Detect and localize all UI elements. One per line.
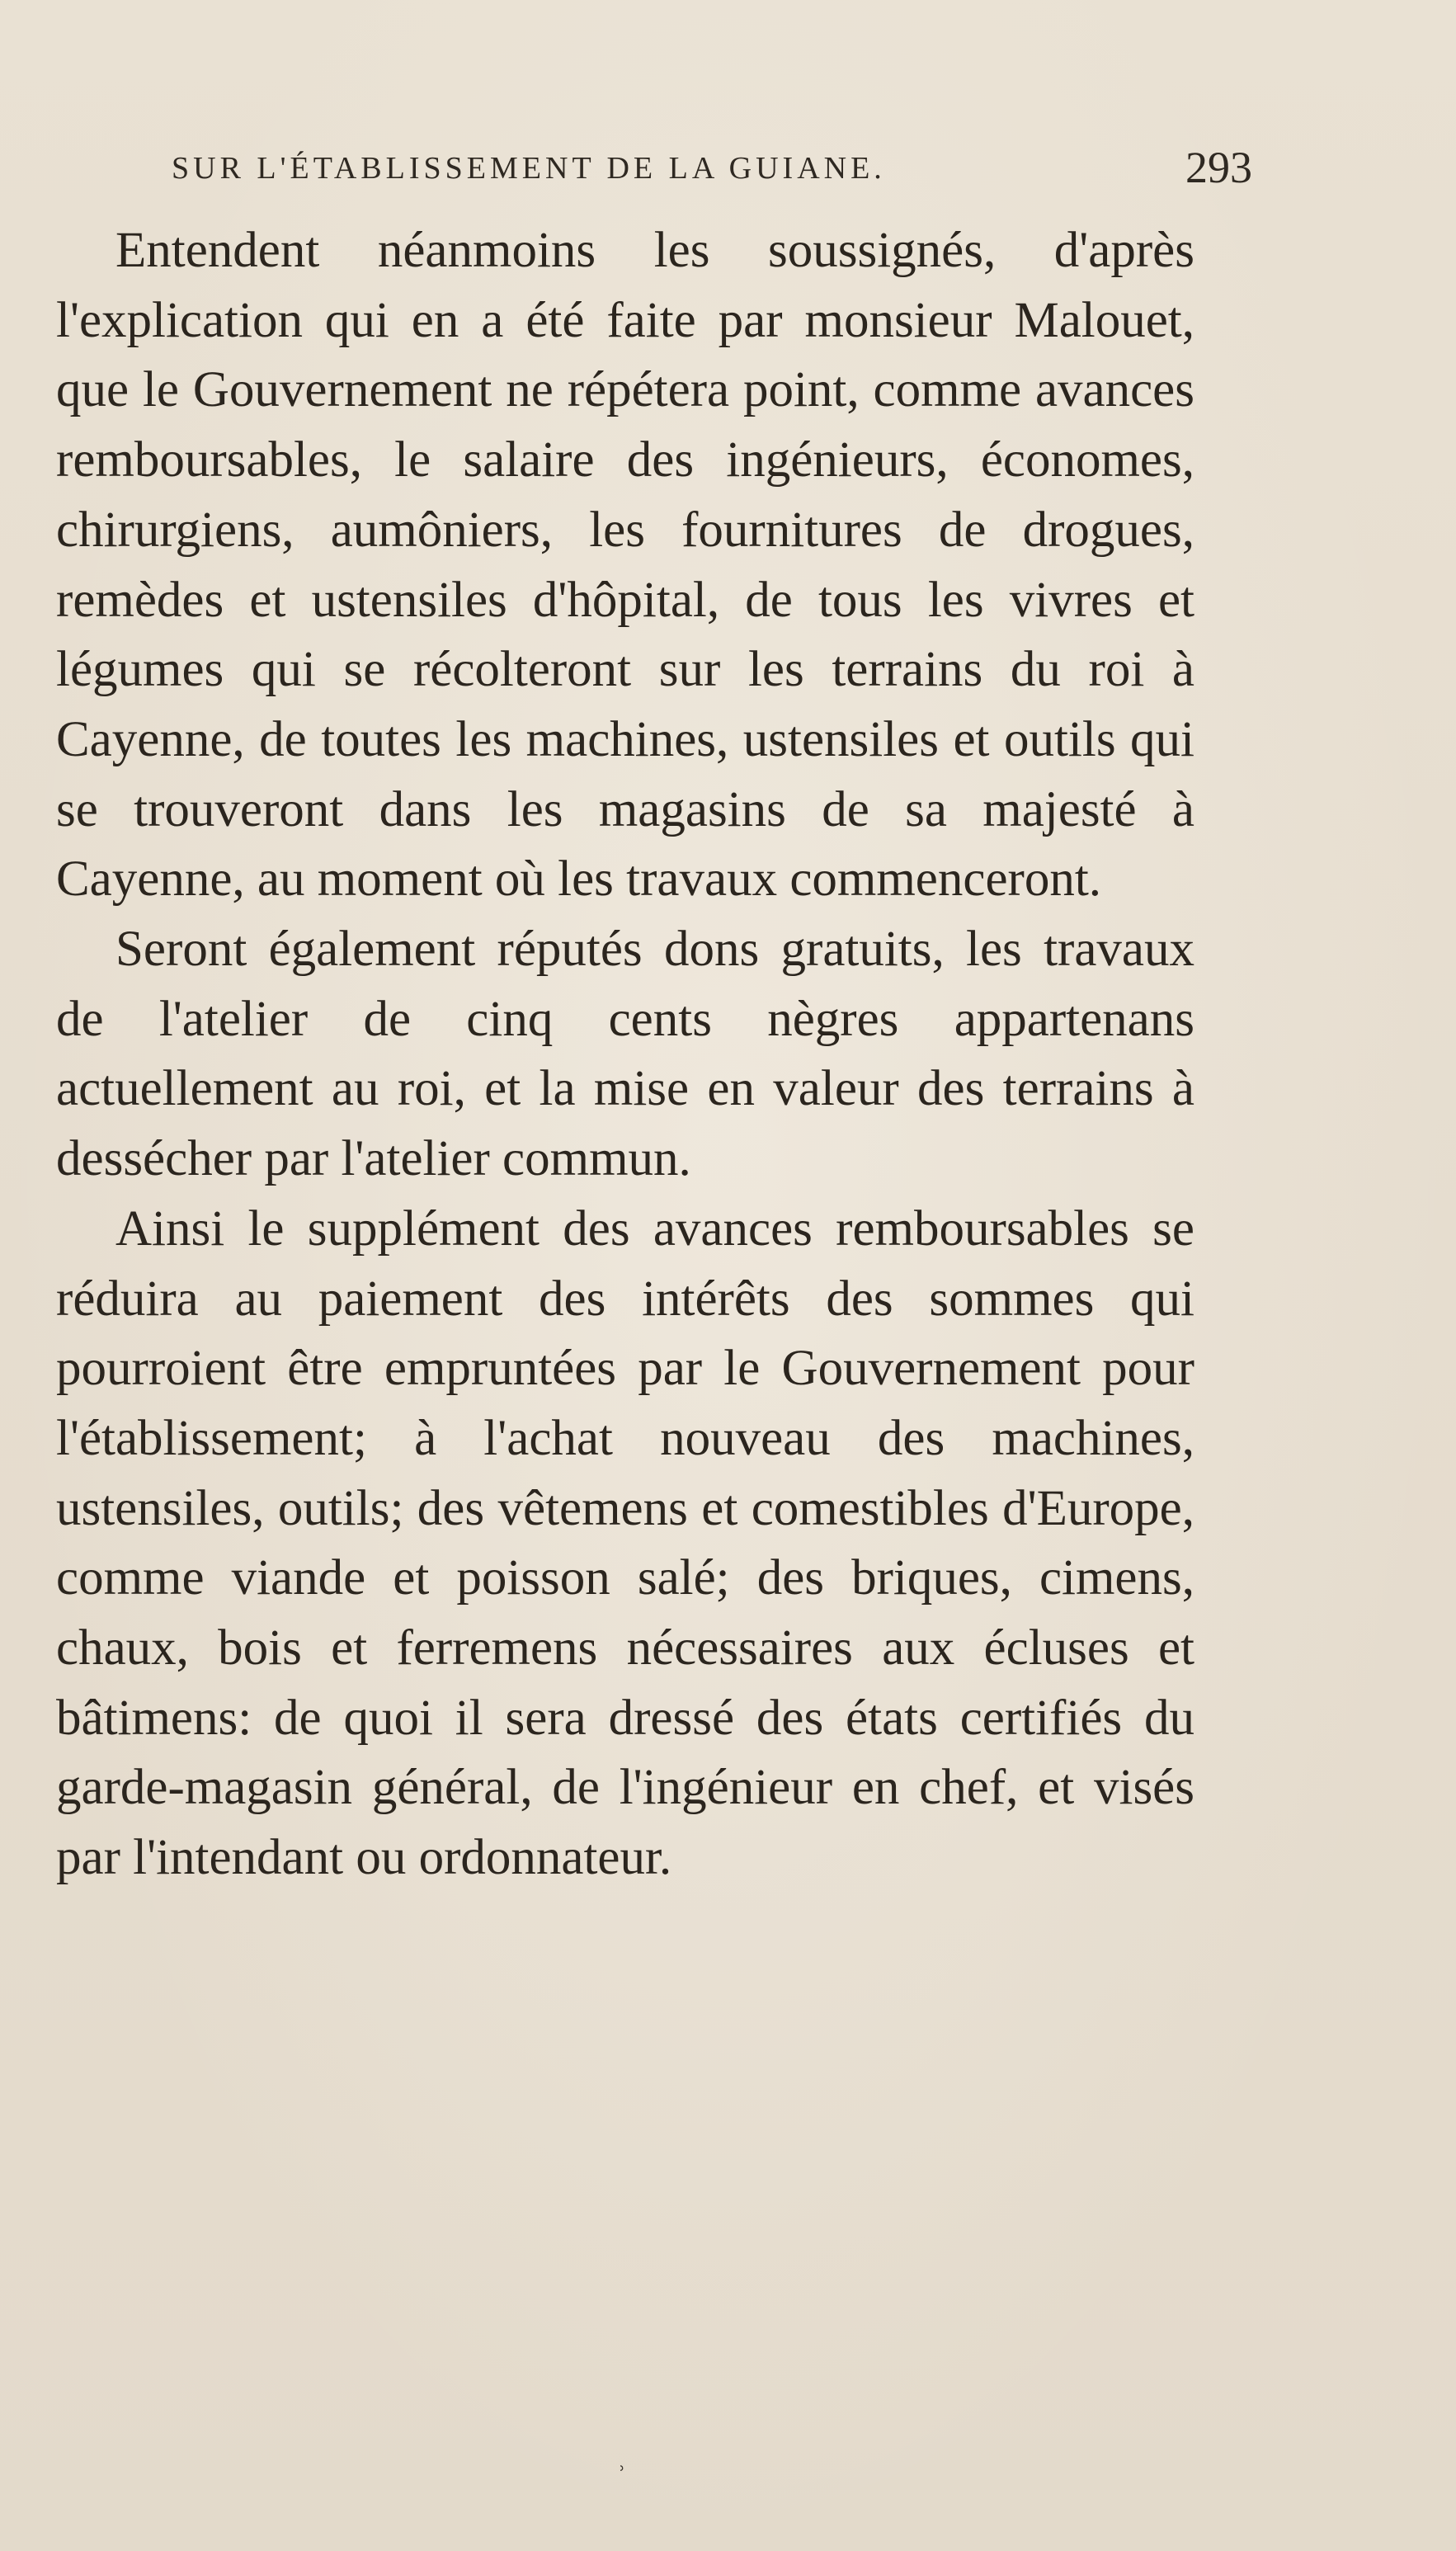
body-text [56,216,1194,1893]
paragraph: Seront également réputés dons gratuits, les travaux de l'atelier de cinq cents nègres appartenans actuellement au roi, et la mise en valeur des terrains à dessécher par l'atelier commun. [56,922,1194,1187]
paragraph: Ainsi le supplément des avances remboursables se réduira au paiement des intérêts des sommes qui pourroient être empruntées par le Gouvernement pour l'établissement; à l'achat nouveau des machines, ustensiles, outils; des vêtemens et comestibles d'Europe, comme viande et poisson salé; des briques, cimens, chaux, bois et ferremens nécessaires aux écluses et bâtimens: de quoi il sera dressé des états certifiés du garde-magasin général, de l'ingénieur en chef, et visés par l'intendant ou ordonnateur. [56,1200,1194,1886]
footer-mark: ʾ [617,2462,627,2492]
running-head [172,142,1252,191]
paragraph: Entendent néanmoins les soussignés, d'après l'explication qui en a été faite par monsieur Malouet, que le Gouvernement ne répétera point, comme avances remboursables, le salaire des ingénieurs, économes, chirurgiens, aumôniers, les fournitures de drogues, remèdes et ustensiles d'hôpital, de tous les vivres et légumes qui se récolteront sur les terrains du roi à Cayenne, de toutes les machines, ustensiles et outils qui se trouveront dans les magasins de sa majesté à Cayenne, au moment où les travaux commenceront. [56,223,1194,908]
running-title: SUR L'ÉTABLISSEMENT DE LA GUIANE. [172,151,886,186]
page-number: 293 [1185,143,1252,192]
